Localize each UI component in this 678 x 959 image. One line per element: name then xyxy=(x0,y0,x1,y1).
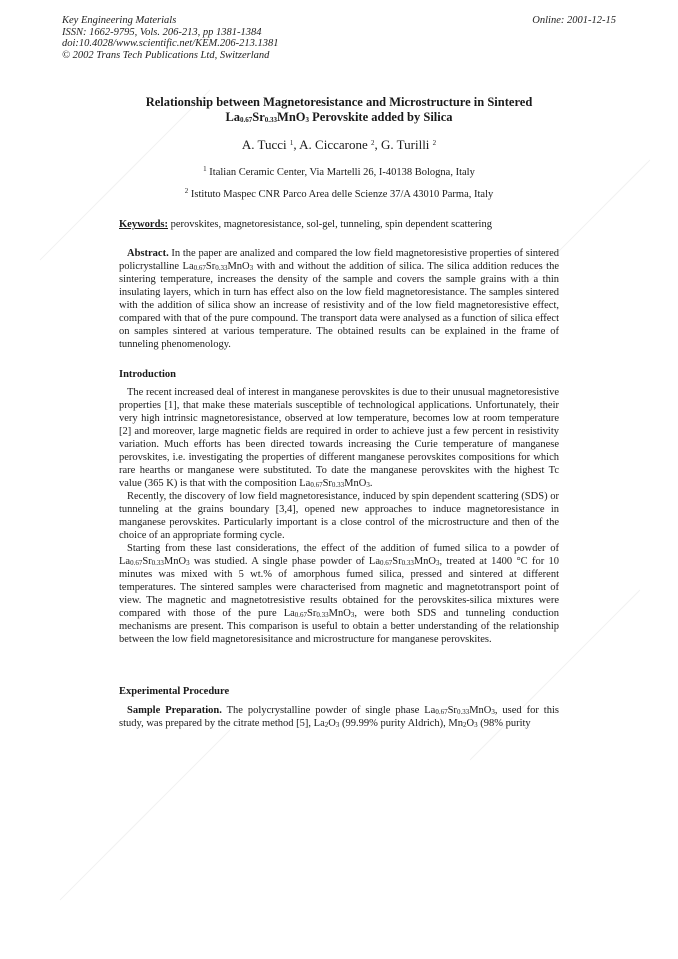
doi-line: doi:10.4028/www.scientific.net/KEM.206-213.1381 xyxy=(62,38,279,49)
intro-paragraph-3: Starting from these last considerations, the effect of the addition of fumed silica to a powder of $La_{0.67}Sr_{0.33}MnO_3$ was studied. A single phase powder of $La_{0.67}Sr_{0.33}MnO_3$, treated at 1400 °C for 10 minutes was mixed with 5 wt.% of amorphous fumed silica, pressed and sintered at different temperatures. The sintered samples were characterised from magnetic and magnetotransport point of view. The magnetic and magnetotresistive results obtained for the perovskites-silica mixtures were compared with those of the pure $La_{0.67}Sr_{0.33}MnO_3$, were both SDS and tunneling conduction mechanisms are present. This comparison is useful to obtain a better understanding of the relationship between the low field magnetoresisitance and microstructure for manganese perovskites. xyxy=(119,543,559,645)
sample-preparation: Sample Preparation. The polycrystalline powder of single phase $La_{0.67}Sr_{0.33}MnO_3$, used for this study, was prepared by the citrate method [5], $La_2O_3$ (99.99% purity Aldrich), $Mn_2O_3$ (98% purity xyxy=(119,705,559,729)
copyright-line: © 2002 Trans Tech Publications Ltd, Switzerland xyxy=(62,49,270,61)
paper-title xyxy=(80,95,598,125)
title-line-2: $La_{0.67}Sr_{0.33}MnO_3$ Perovskite added by Silica xyxy=(225,110,453,124)
introduction-heading: Introduction xyxy=(119,369,176,380)
title-line-1: Relationship between Magnetoresistance and Microstructure in Sintered xyxy=(145,95,533,109)
author-list: A. Tucci $^1$, A. Ciccarone $^2$, G. Turilli $^2$ xyxy=(241,137,437,152)
abstract: Abstract. In the paper are analized and compared the low field magnetoresistive properties of sintered policrystalline $La_{0.67}Sr_{0.33}MnO_3$ with and without the addition of silica. The silica addition reduces the sintering temperature, increases the density of the sample and covers the sample grains with a thin insulating layers, which in turn has effect also on the low field magnetoresistance. The samples sintered with the addition of silica show an increase of resistivity and of the low field magnetoresistive effect, compared with that of the pure compound. The transport data were analysed as a function of silica effect on samples sintered at various temperature. The obtained results can be explained in the frame of tunneling phenomenology. xyxy=(119,248,560,350)
sample-preparation-label: Sample Preparation. xyxy=(127,705,222,716)
online-date: Online: 2001-12-15 xyxy=(532,15,616,26)
affiliation-2: $^2$ Istituto Maspec CNR Parco Area delle Scienze 37/A 43010 Parma, Italy xyxy=(184,187,494,200)
keywords xyxy=(119,219,559,230)
issn-line: ISSN: 1662-9795, Vols. 206-213, pp 1381-1384 xyxy=(62,26,262,38)
intro-paragraph-1: The recent increased deal of interest in manganese perovskites is due to their unusual magnetoresistive properties [1], that make these materials susceptible of technological applications. Unfortunately, their very high intrinsic magnetoresistance, observed at low temperature, becomes low at room temperature [2] and moreover, large magnetic fields are required in order to achieve just a few percent in resistivity variation. Much efforts has been directed towards increasing the Curie temperature of manganese perovskites, i.e. investigating the properties of different manganese perovskites compositions for which rare hearths or manganese were substituted. To date the manganese perovskites with the highest Tc value (365 K) is that with the composition $La_{0.67}Sr_{0.33}MnO_3$. xyxy=(119,387,559,489)
author-1: A. Tucci xyxy=(241,137,287,152)
intro-paragraph-2: Recently, the discovery of low field magnetoresistance, induced by spin dependent scattering (SDS) or tunneling at the grains boundary [3,4], opened new approaches to induce magnetoresistance in manganese perovskites. Particularly important is a close control of the microstructure and then of the choice of an appropriate forming cycle. xyxy=(119,491,559,541)
journal-name: Key Engineering Materials xyxy=(62,15,177,26)
journal-header xyxy=(62,15,279,61)
keywords-label: Keywords: xyxy=(119,219,168,230)
affiliation-1: $^1$ Italian Ceramic Center, Via Martelli 26, I-40138 Bologna, Italy xyxy=(203,165,475,178)
author-3: G. Turilli xyxy=(381,137,430,152)
introduction-body xyxy=(119,386,559,646)
keywords-text: perovskites, magnetoresistance, sol-gel, tunneling, spin dependent scattering xyxy=(170,219,492,230)
abstract-label: Abstract. xyxy=(127,248,169,259)
author-2: A. Ciccarone xyxy=(299,137,368,152)
experimental-heading: Experimental Procedure xyxy=(119,686,230,697)
